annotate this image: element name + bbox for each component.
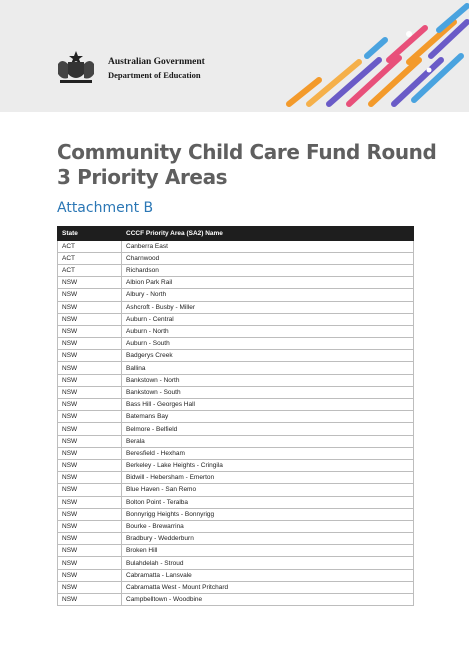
- area-name-cell: Canberra East: [122, 240, 414, 252]
- state-cell: NSW: [58, 569, 122, 581]
- area-name-cell: Berkeley - Lake Heights - Cringila: [122, 459, 414, 471]
- column-header-area-name: CCCF Priority Area (SA2) Name: [122, 227, 414, 241]
- state-cell: NSW: [58, 545, 122, 557]
- table-row: [58, 569, 414, 581]
- priority-areas-table: [57, 226, 414, 606]
- state-cell: ACT: [58, 252, 122, 264]
- table-row: [58, 240, 414, 252]
- area-name-cell: Batemans Bay: [122, 411, 414, 423]
- area-name-cell: Bonnyrigg Heights - Bonnyrigg: [122, 508, 414, 520]
- area-name-cell: Cabramatta - Lansvale: [122, 569, 414, 581]
- table-row: [58, 338, 414, 350]
- area-name-cell: Auburn - Central: [122, 313, 414, 325]
- area-name-cell: Ballina: [122, 362, 414, 374]
- state-cell: NSW: [58, 277, 122, 289]
- state-cell: NSW: [58, 459, 122, 471]
- state-cell: NSW: [58, 594, 122, 606]
- state-cell: NSW: [58, 374, 122, 386]
- state-cell: ACT: [58, 264, 122, 276]
- area-name-cell: Beresfield - Hexham: [122, 447, 414, 459]
- state-cell: NSW: [58, 350, 122, 362]
- document-title: Community Child Care Fund Round 3 Priority Areas: [57, 140, 437, 189]
- table-row: [58, 520, 414, 532]
- government-name: Australian Government: [108, 57, 205, 67]
- state-cell: NSW: [58, 447, 122, 459]
- area-name-cell: Bankstown - South: [122, 386, 414, 398]
- table-row: [58, 264, 414, 276]
- table-row: [58, 496, 414, 508]
- state-cell: NSW: [58, 435, 122, 447]
- diagonal-stripes-graphic: [249, 0, 469, 112]
- state-cell: NSW: [58, 411, 122, 423]
- table-row: [58, 374, 414, 386]
- area-name-cell: Cabramatta West - Mount Pritchard: [122, 581, 414, 593]
- area-name-cell: Albury - North: [122, 289, 414, 301]
- area-name-cell: Bourke - Brewarrina: [122, 520, 414, 532]
- state-cell: NSW: [58, 399, 122, 411]
- state-cell: NSW: [58, 533, 122, 545]
- table-row: [58, 545, 414, 557]
- area-name-cell: Belmore - Belfield: [122, 423, 414, 435]
- state-cell: NSW: [58, 557, 122, 569]
- area-name-cell: Berala: [122, 435, 414, 447]
- table-row: [58, 386, 414, 398]
- state-cell: NSW: [58, 508, 122, 520]
- area-name-cell: Bulahdelah - Stroud: [122, 557, 414, 569]
- table-row: [58, 533, 414, 545]
- table-row: [58, 508, 414, 520]
- area-name-cell: Richardson: [122, 264, 414, 276]
- area-name-cell: Charnwood: [122, 252, 414, 264]
- table-header-row: [58, 227, 414, 241]
- area-name-cell: Campbelltown - Woodbine: [122, 594, 414, 606]
- area-name-cell: Auburn - South: [122, 338, 414, 350]
- table-row: [58, 350, 414, 362]
- table-row: [58, 447, 414, 459]
- table-row: [58, 472, 414, 484]
- state-cell: NSW: [58, 520, 122, 532]
- area-name-cell: Bankstown - North: [122, 374, 414, 386]
- state-cell: NSW: [58, 301, 122, 313]
- header-banner: [0, 0, 469, 112]
- state-cell: NSW: [58, 581, 122, 593]
- state-cell: NSW: [58, 496, 122, 508]
- table-row: [58, 411, 414, 423]
- column-header-state: State: [58, 227, 122, 241]
- table-row: [58, 252, 414, 264]
- table-row: [58, 277, 414, 289]
- table-row: [58, 301, 414, 313]
- area-name-cell: Badgerys Creek: [122, 350, 414, 362]
- state-cell: ACT: [58, 240, 122, 252]
- state-cell: NSW: [58, 325, 122, 337]
- table-row: [58, 313, 414, 325]
- area-name-cell: Bolton Point - Teralba: [122, 496, 414, 508]
- coat-of-arms-icon: [54, 50, 98, 86]
- area-name-cell: Auburn - North: [122, 325, 414, 337]
- table-row: [58, 435, 414, 447]
- table-row: [58, 325, 414, 337]
- table-row: [58, 557, 414, 569]
- table-row: [58, 399, 414, 411]
- area-name-cell: Bradbury - Wedderburn: [122, 533, 414, 545]
- state-cell: NSW: [58, 423, 122, 435]
- state-cell: NSW: [58, 289, 122, 301]
- state-cell: NSW: [58, 472, 122, 484]
- area-name-cell: Bass Hill - Georges Hall: [122, 399, 414, 411]
- table-row: [58, 362, 414, 374]
- area-name-cell: Blue Haven - San Remo: [122, 484, 414, 496]
- table-row: [58, 594, 414, 606]
- table-row: [58, 423, 414, 435]
- attachment-label: Attachment B: [57, 200, 154, 216]
- department-name: Department of Education: [108, 70, 201, 80]
- table-row: [58, 581, 414, 593]
- state-cell: NSW: [58, 484, 122, 496]
- state-cell: NSW: [58, 362, 122, 374]
- area-name-cell: Ashcroft - Busby - Miller: [122, 301, 414, 313]
- table-body: [58, 240, 414, 606]
- state-cell: NSW: [58, 338, 122, 350]
- area-name-cell: Bidwill - Hebersham - Emerton: [122, 472, 414, 484]
- area-name-cell: Broken Hill: [122, 545, 414, 557]
- area-name-cell: Albion Park Rail: [122, 277, 414, 289]
- state-cell: NSW: [58, 386, 122, 398]
- table-row: [58, 459, 414, 471]
- table-row: [58, 484, 414, 496]
- table-row: [58, 289, 414, 301]
- state-cell: NSW: [58, 313, 122, 325]
